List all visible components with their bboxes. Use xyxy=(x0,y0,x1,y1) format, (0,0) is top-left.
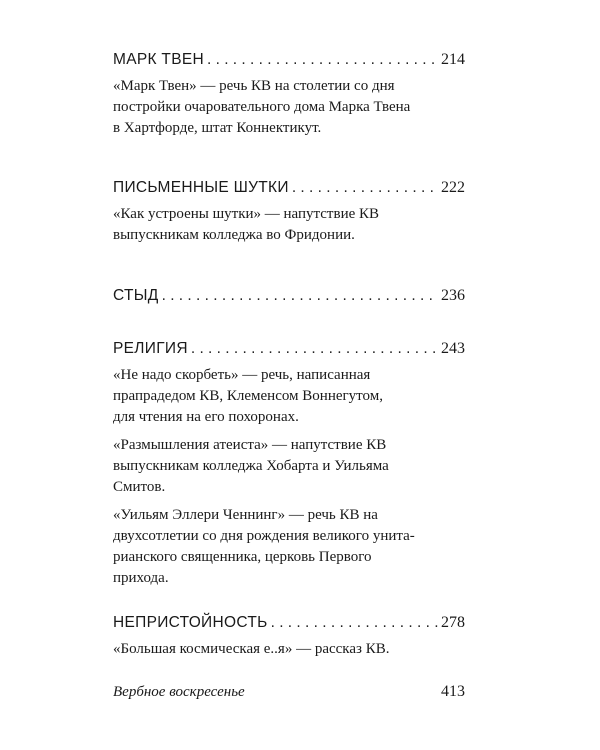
description-line: «Как устроены шутки» — напутствие КВ xyxy=(113,206,380,222)
description-line: «Уильям Эллери Ченнинг» — речь КВ на xyxy=(113,507,378,523)
description-line: выпускникам колледжа во Фридонии. xyxy=(113,227,355,243)
toc-entry-title: ПИСЬМЕННЫЕ ШУТКИ xyxy=(113,179,289,196)
toc-entry-title-row xyxy=(113,286,465,306)
toc-entry-title-row xyxy=(113,339,465,359)
description-line: двухсотлетии со дня рождения великого унита- xyxy=(113,528,415,544)
folio-page-number: 413 xyxy=(441,683,465,700)
description-line: «Большая космическая е..я» — рассказ КВ. xyxy=(113,641,390,657)
description-line: Смитов. xyxy=(113,479,166,495)
toc-entry-title: РЕЛИГИЯ xyxy=(113,340,188,357)
description-line: выпускникам колледжа Хобарта и Уильяма xyxy=(113,458,389,474)
toc-entry-title: НЕПРИСТОЙНОСТЬ xyxy=(113,614,268,631)
description-line: прапрадедом КВ, Клеменсом Воннегутом, xyxy=(113,388,383,404)
toc-entry-description xyxy=(113,435,465,498)
toc-entry-title: МАРК ТВЕН xyxy=(113,51,204,68)
page-footer xyxy=(113,683,465,701)
toc-entry-description xyxy=(113,639,465,660)
toc-entry-page-number: 243 xyxy=(441,340,465,357)
toc-entry-description xyxy=(113,76,465,139)
toc-entry-title: СТЫД xyxy=(113,287,159,304)
description-line: «Размышления атеиста» — напутствие КВ xyxy=(113,437,387,453)
description-line: постройки очаровательного дома Марка Твена xyxy=(113,99,411,115)
toc-entry-description xyxy=(113,204,465,246)
toc-entry-shame xyxy=(113,286,465,306)
toc-entry-written-jokes xyxy=(113,178,465,246)
description-line: «Марк Твен» — речь КВ на столетии со дня xyxy=(113,78,395,94)
description-line: для чтения на его похоронах. xyxy=(113,409,299,425)
toc-entry-title-row xyxy=(113,50,465,70)
description-line: прихода. xyxy=(113,570,169,586)
description-line: «Не надо скорбеть» — речь, написанная xyxy=(113,367,371,383)
toc-entry-page-number: 236 xyxy=(441,287,465,304)
toc-entry-description xyxy=(113,365,465,428)
toc-entry-title-row xyxy=(113,613,465,633)
description-line: в Хартфорде, штат Коннектикут. xyxy=(113,120,322,136)
dot-leader xyxy=(191,339,438,359)
toc-entry-page-number: 278 xyxy=(441,614,465,631)
running-footer-title: Вербное воскресенье xyxy=(113,684,245,700)
dot-leader xyxy=(207,50,438,70)
dot-leader xyxy=(271,613,438,633)
dot-leader xyxy=(162,286,438,306)
toc-entry-title-row xyxy=(113,178,465,198)
toc-entry-page-number: 214 xyxy=(441,51,465,68)
description-line: рианского священника, церковь Первого xyxy=(113,549,372,565)
toc-entry-page-number: 222 xyxy=(441,179,465,196)
toc-entry-description xyxy=(113,505,465,589)
toc-entry-mark-twain xyxy=(113,50,465,139)
toc-entry-religion xyxy=(113,339,465,589)
dot-leader xyxy=(292,178,438,198)
toc-entry-obscenity xyxy=(113,613,465,660)
